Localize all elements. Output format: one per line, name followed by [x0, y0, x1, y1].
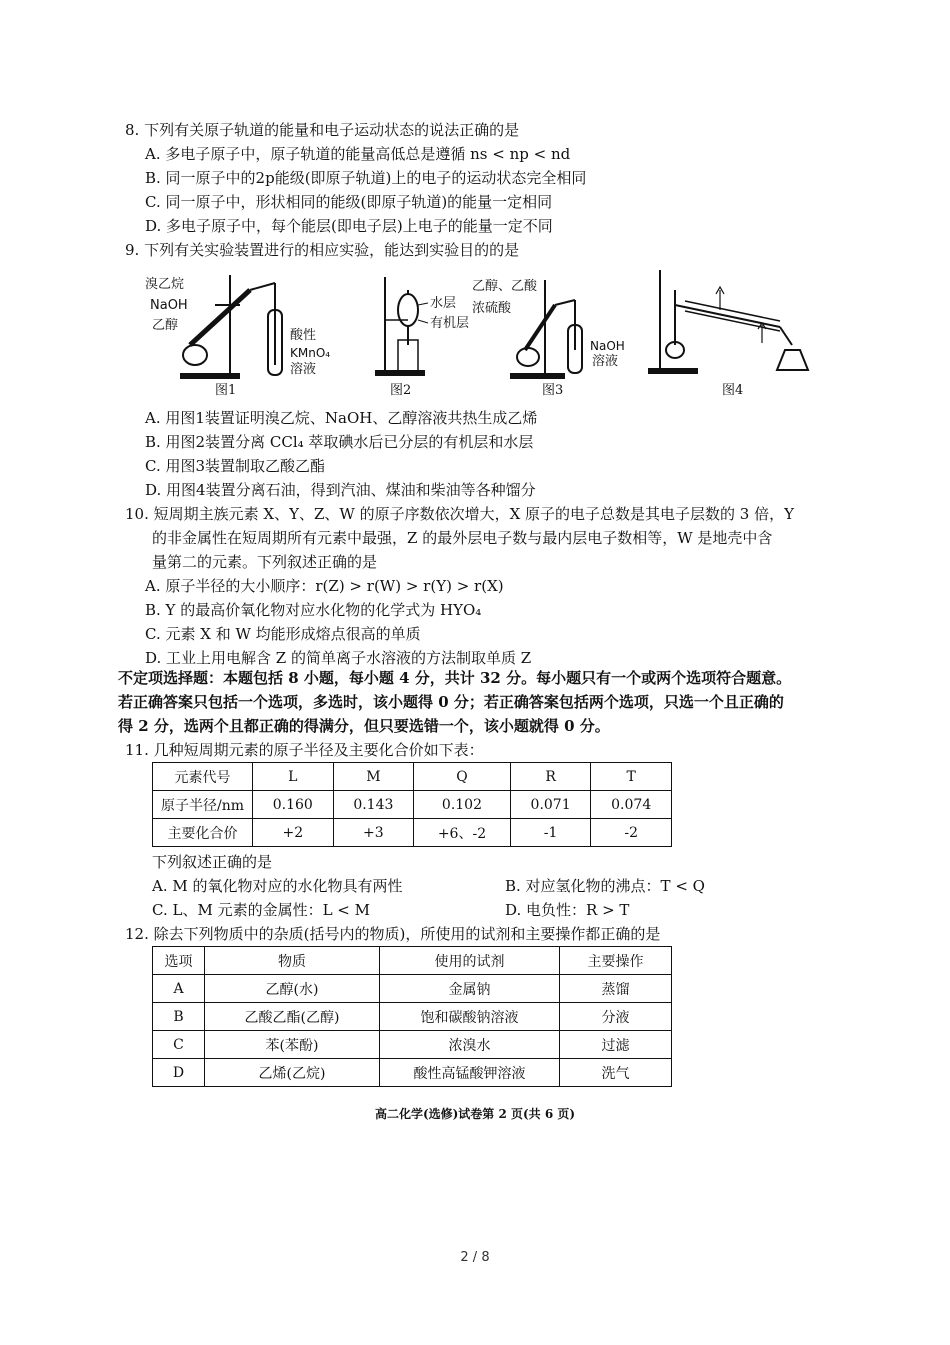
table-cell: 苯(苯酚)	[205, 1031, 380, 1059]
table-cell: 浓溴水	[380, 1031, 560, 1059]
q10-stem-line-1: 10. 短周期主族元素 X、Y、Z、W 的原子序数依次增大，X 原子的电子总数是其电子层数的 3 倍，Y	[125, 505, 795, 523]
section-instructions-line-3: 得 2 分，选两个且都正确的得满分，但只要选错一个，该小题就得 0 分。	[118, 717, 610, 735]
q12-stem: 12. 除去下列物质中的杂质(括号内的物质)，所使用的试剂和主要操作都正确的是	[125, 925, 661, 943]
table-cell: 蒸馏	[560, 975, 672, 1003]
figure-4	[640, 265, 820, 400]
table-header-cell: 物质	[205, 947, 380, 975]
fig1-tube-label-1: 酸性	[290, 328, 317, 343]
table-cell: 原子半径/nm	[153, 791, 253, 819]
table-row	[153, 819, 672, 847]
q11-table	[152, 762, 672, 847]
fig3-tube-label-2: 溶液	[592, 354, 619, 369]
table-cell: 金属钠	[380, 975, 560, 1003]
table-row	[153, 975, 672, 1003]
table-cell: L	[253, 763, 334, 791]
q11-option-b: B. 对应氢化物的沸点：T < Q	[505, 877, 705, 895]
q8-option-a: A. 多电子原子中，原子轨道的能量高低总是遵循 ns < np < nd	[145, 145, 571, 163]
section-instructions-line-1: 不定项选择题：本题包括 8 小题，每小题 4 分，共计 32 分。每小题只有一个或两个选项符合题意。	[118, 669, 792, 687]
q10-option-d: D. 工业上用电解含 Z 的简单离子水溶液的方法制取单质 Z	[145, 649, 532, 667]
q9-option-b: B. 用图2装置分离 CCl₄ 萃取碘水后已分层的有机层和水层	[145, 433, 534, 451]
q11-option-c: C. L、M 元素的金属性：L < M	[152, 901, 370, 919]
q8-stem: 8. 下列有关原子轨道的能量和电子运动状态的说法正确的是	[125, 121, 520, 139]
table-row	[153, 1031, 672, 1059]
table-cell: -1	[510, 819, 591, 847]
page-number: 2 / 8	[460, 1250, 490, 1265]
q10-option-a: A. 原子半径的大小顺序：r(Z) > r(W) > r(Y) > r(X)	[145, 577, 504, 595]
table-cell: 乙醇(水)	[205, 975, 380, 1003]
q11-option-a: A. M 的氧化物对应的水化物具有两性	[152, 877, 403, 895]
q10-stem-line-3: 量第二的元素。下列叙述正确的是	[152, 553, 378, 571]
q11-option-d: D. 电负性：R > T	[505, 901, 630, 919]
table-cell: 饱和碳酸钠溶液	[380, 1003, 560, 1031]
table-cell: -2	[591, 819, 672, 847]
section-instructions-line-2: 若正确答案只包括一个选项，多选时，该小题得 0 分；若正确答案包括两个选项，只选一个且正确的	[118, 693, 784, 711]
fig3-label-2: 浓硫酸	[472, 301, 512, 316]
fig3-tube-label-1: NaOH	[590, 339, 625, 353]
q9-option-d: D. 用图4装置分离石油，得到汽油、煤油和柴油等各种馏分	[145, 481, 536, 499]
table-cell: 过滤	[560, 1031, 672, 1059]
table-cell: 乙烯(乙烷)	[205, 1059, 380, 1087]
table-cell: 元素代号	[153, 763, 253, 791]
q9-option-a: A. 用图1装置证明溴乙烷、NaOH、乙醇溶液共热生成乙烯	[145, 409, 538, 427]
table-cell: R	[510, 763, 591, 791]
table-cell: 酸性高锰酸钾溶液	[380, 1059, 560, 1087]
table-row	[153, 1003, 672, 1031]
table-header-cell: 选项	[153, 947, 205, 975]
figure-1	[140, 265, 340, 400]
table-row	[153, 763, 672, 791]
fig2-label-water: 水层	[430, 296, 457, 311]
q10-stem-line-2: 的非金属性在短周期所有元素中最强，Z 的最外层电子数与最内层电子数相等，W 是地壳中含	[152, 529, 773, 547]
table-cell: 乙酸乙酯(乙醇)	[205, 1003, 380, 1031]
table-cell: +2	[253, 819, 334, 847]
table-cell: 0.102	[414, 791, 511, 819]
fig1-label-2: NaOH	[150, 298, 188, 313]
q8-option-b: B. 同一原子中的2p能级(即原子轨道)上的电子的运动状态完全相同	[145, 169, 587, 187]
q8-option-d: D. 多电子原子中，每个能层(即电子层)上电子的能量一定不同	[145, 217, 553, 235]
table-cell: 分液	[560, 1003, 672, 1031]
fig3-label-1: 乙醇、乙酸	[472, 279, 538, 294]
q10-option-c: C. 元素 X 和 W 均能形成熔点很高的单质	[145, 625, 421, 643]
fig1-apparatus	[140, 265, 340, 383]
q11-stem: 11. 几种短周期元素的原子半径及主要化合价如下表：	[125, 741, 484, 759]
fig1-caption: 图1	[215, 383, 237, 398]
table-cell: 0.143	[333, 791, 414, 819]
table-cell: B	[153, 1003, 205, 1031]
table-cell: A	[153, 975, 205, 1003]
table-cell: C	[153, 1031, 205, 1059]
q8-option-c: C. 同一原子中，形状相同的能级(即原子轨道)的能量一定相同	[145, 193, 553, 211]
q11-after-table: 下列叙述正确的是	[152, 853, 273, 871]
table-cell: 0.074	[591, 791, 672, 819]
table-cell: 主要化合价	[153, 819, 253, 847]
q10-option-b: B. Y 的最高价氧化物对应水化物的化学式为 HYO₄	[145, 601, 482, 619]
table-cell: D	[153, 1059, 205, 1087]
table-cell: 0.160	[253, 791, 334, 819]
table-cell: +6、-2	[414, 819, 511, 847]
table-cell: +3	[333, 819, 414, 847]
table-cell: 洗气	[560, 1059, 672, 1087]
fig3-caption: 图3	[542, 383, 564, 398]
table-cell: Q	[414, 763, 511, 791]
table-row	[153, 791, 672, 819]
fig2-caption: 图2	[390, 383, 412, 398]
q9-stem: 9. 下列有关实验装置进行的相应实验，能达到实验目的的是	[125, 241, 520, 259]
fig1-label-3: 乙醇	[152, 318, 179, 333]
table-cell: 0.071	[510, 791, 591, 819]
table-header-cell: 主要操作	[560, 947, 672, 975]
table-header-row	[153, 947, 672, 975]
table-row	[153, 1059, 672, 1087]
fig1-tube-label-3: 溶液	[290, 362, 317, 377]
table-cell: T	[591, 763, 672, 791]
table-header-cell: 使用的试剂	[380, 947, 560, 975]
fig2-label-organic: 有机层	[430, 316, 470, 331]
q9-option-c: C. 用图3装置制取乙酸乙酯	[145, 457, 326, 475]
table-cell: M	[333, 763, 414, 791]
fig1-label-1: 溴乙烷	[145, 277, 185, 292]
figure-3	[470, 265, 630, 400]
fig4-caption: 图4	[722, 383, 744, 398]
fig4-apparatus	[640, 265, 820, 383]
q12-table	[152, 946, 672, 1087]
fig1-tube-label-2: KMnO₄	[290, 346, 331, 360]
page-footer: 高二化学(选修)试卷第 2 页(共 6 页)	[374, 1107, 576, 1121]
